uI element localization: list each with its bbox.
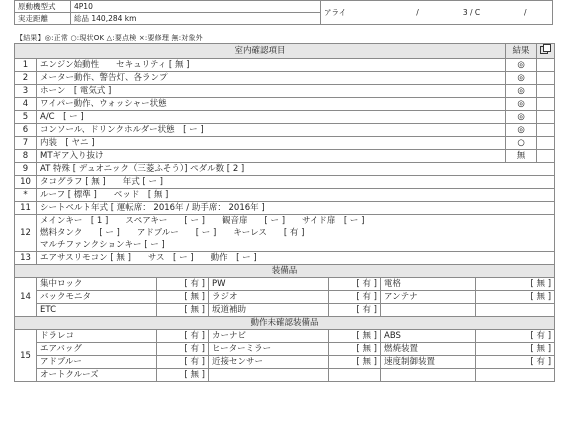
spacer-cell: [537, 98, 555, 111]
table-row: [15, 202, 555, 215]
equipment-name: ラジオ: [209, 291, 329, 304]
equipment-value: [ 有 ]: [157, 330, 209, 343]
table-row: [15, 252, 555, 265]
alignment-c: /: [499, 1, 553, 25]
equipment-header: 装備品: [15, 265, 555, 278]
keys-line: 燃料タンク [ ー ] アドブルー [ ー ] キーレス [ 有 ]: [40, 228, 305, 238]
row-number: 1: [15, 59, 37, 72]
item-result: ◎: [506, 85, 537, 98]
equipment-name: アドブルー: [37, 356, 157, 369]
table-row: [15, 215, 555, 252]
equipment-value: [ 無 ]: [157, 304, 209, 317]
row-number: 2: [15, 72, 37, 85]
equipment-name: バックモニタ: [37, 291, 157, 304]
equipment-name: 電格: [381, 278, 476, 291]
equipment-name: 坂道補助: [209, 304, 329, 317]
table-row: [15, 137, 555, 150]
equipment-name: 燃焼装置: [381, 343, 476, 356]
spacer-cell: [537, 111, 555, 124]
spacer-cell: [537, 72, 555, 85]
item-label: ルーフ [ 標準 ] ベッド [ 無 ]: [37, 189, 555, 202]
section-header-row: [15, 317, 555, 330]
equipment-value: [476, 369, 555, 382]
equipment-value: [ 無 ]: [329, 330, 381, 343]
alignment-label: アライ: [321, 1, 391, 25]
item-label: コンソール、ドリンクホルダー状態 [ ー ]: [37, 124, 506, 137]
equipment-value: [ 有 ]: [476, 330, 555, 343]
item-label: メーター動作、警告灯、各ランプ: [37, 72, 506, 85]
item-result: ◎: [506, 59, 537, 72]
spacer-cell: [537, 150, 555, 163]
equipment-value: [ 無 ]: [157, 369, 209, 382]
equipment-row: [15, 330, 555, 343]
equipment-value: [ 有 ]: [157, 356, 209, 369]
item-label: 内装 [ ヤニ ]: [37, 137, 506, 150]
result-header: 結果: [506, 44, 537, 59]
item-label: シートベルト年式 [ 運転席： 2016年 / 助手席： 2016年 ]: [37, 202, 555, 215]
row-number: 14: [15, 278, 37, 317]
row-number: 11: [15, 202, 37, 215]
result-legend: 【結果】◎:正常 ○:現状OK △:要点検 ×:要修理 無:対象外: [16, 34, 203, 42]
equipment-value: [ 有 ]: [157, 343, 209, 356]
item-result: ○: [506, 137, 537, 150]
row-number: *: [15, 189, 37, 202]
item-label: ホーン [ 電気式 ]: [37, 85, 506, 98]
item-label: ワイパー動作、ウォッシャー状態: [37, 98, 506, 111]
equipment-name: [381, 304, 476, 317]
equipment-value: [ 無 ]: [329, 356, 381, 369]
item-label: MTギア入り抜け: [37, 150, 506, 163]
equipment-value: [ 有 ]: [329, 291, 381, 304]
item-label: エンジン始動性 セキュリティ [ 無 ]: [37, 59, 506, 72]
item-result: ◎: [506, 72, 537, 85]
spacer-cell: [537, 85, 555, 98]
equipment-name: カーナビ: [209, 330, 329, 343]
table-row: [15, 111, 555, 124]
row-number: 7: [15, 137, 37, 150]
equipment-value: [ 無 ]: [476, 278, 555, 291]
mileage-label: 実走距離: [15, 13, 71, 25]
section-header-row: [15, 265, 555, 278]
table-row: [15, 85, 555, 98]
table-row: [15, 124, 555, 137]
row-number: 10: [15, 176, 37, 189]
interior-header: 室内確認項目: [15, 44, 506, 59]
equipment-value: [ 無 ]: [476, 291, 555, 304]
inspection-table: [14, 43, 555, 382]
item-result: ◎: [506, 111, 537, 124]
row-number: 4: [15, 98, 37, 111]
equipment-name: [381, 369, 476, 382]
equipment-name: ETC: [37, 304, 157, 317]
alignment-b: 3 / C: [445, 1, 499, 25]
engine-model-label: 原動機型式: [15, 1, 71, 13]
equipment-name: アンテナ: [381, 291, 476, 304]
equipment-row: [15, 369, 555, 382]
item-label: エアサスリモコン [ 無 ] サス [ ー ] 動作 [ ー ]: [37, 252, 555, 265]
item-result: 無: [506, 150, 537, 163]
table-row: [15, 189, 555, 202]
equipment-name: ドラレコ: [37, 330, 157, 343]
spacer-cell: [537, 124, 555, 137]
table-row: [15, 98, 555, 111]
item-result: ◎: [506, 98, 537, 111]
equipment-name: ABS: [381, 330, 476, 343]
row-number: 15: [15, 330, 37, 382]
item-label: AT 特殊 [ デュオニック（三菱ふそう）] ペダル数 [ 2 ]: [37, 163, 555, 176]
equipment-name: エアバッグ: [37, 343, 157, 356]
equipment-name: PW: [209, 278, 329, 291]
equipment-name: ヒーターミラー: [209, 343, 329, 356]
keys-line: マルチファンクションキー [ ー ]: [40, 240, 165, 250]
equipment-name: [209, 369, 329, 382]
item-label: A/C [ ー ]: [37, 111, 506, 124]
row-number: 6: [15, 124, 37, 137]
equipment-name: オートクルーズ: [37, 369, 157, 382]
bottom-edge: [0, 422, 569, 426]
table-row: [15, 59, 555, 72]
item-result: ◎: [506, 124, 537, 137]
mileage-value: 総品 140,284 km: [71, 13, 321, 25]
row-number: 9: [15, 163, 37, 176]
copy-icon[interactable]: [540, 44, 552, 54]
equipment-value: [ 有 ]: [329, 278, 381, 291]
equipment-value: [ 無 ]: [329, 343, 381, 356]
spacer-cell: [537, 137, 555, 150]
spacer-cell: [537, 59, 555, 72]
alignment-a: /: [391, 1, 445, 25]
row-number: 8: [15, 150, 37, 163]
row-number: 12: [15, 215, 37, 252]
vehicle-info-table: [14, 0, 553, 25]
row-number: 5: [15, 111, 37, 124]
row-number: 3: [15, 85, 37, 98]
copy-cell: [537, 44, 555, 59]
unverified-header: 動作未確認装備品: [15, 317, 555, 330]
equipment-name: 近接センサー: [209, 356, 329, 369]
table-row: [15, 163, 555, 176]
row-number: 13: [15, 252, 37, 265]
equipment-row: [15, 278, 555, 291]
item-label: タコグラフ [ 無 ] 年式 [ ー ]: [37, 176, 555, 189]
equipment-row: [15, 304, 555, 317]
engine-model-value: 4P10: [71, 1, 321, 13]
table-row: [15, 72, 555, 85]
equipment-value: [ 有 ]: [476, 356, 555, 369]
equipment-value: [ 無 ]: [476, 343, 555, 356]
equipment-row: [15, 343, 555, 356]
keys-cell: [37, 215, 555, 252]
table-row: [15, 150, 555, 163]
equipment-value: [ 無 ]: [157, 291, 209, 304]
equipment-row: [15, 291, 555, 304]
equipment-name: 速度制御装置: [381, 356, 476, 369]
equipment-name: 集中ロック: [37, 278, 157, 291]
keys-line: メインキー [ 1 ] スペアキー [ ー ] 観音扉 [ ー ] サイド扉 [ ー ]: [40, 216, 365, 226]
equipment-row: [15, 356, 555, 369]
equipment-value: [ 有 ]: [329, 304, 381, 317]
equipment-value: [ 有 ]: [157, 278, 209, 291]
table-row: [15, 176, 555, 189]
equipment-value: [476, 304, 555, 317]
equipment-value: [329, 369, 381, 382]
